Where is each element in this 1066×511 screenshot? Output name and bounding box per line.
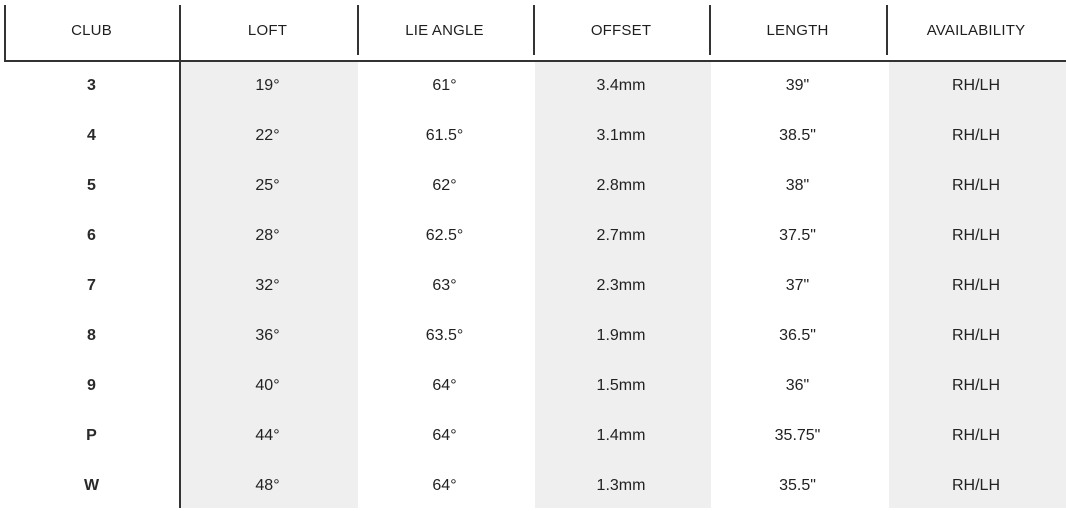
cell-club: 9 [87,377,96,394]
header-loft: LOFT [247,21,288,39]
table-row [4,161,1066,211]
cell-offset: 1.5mm [596,377,646,394]
club-column-divider [179,5,181,508]
cell-availability: RH/LH [951,77,1000,94]
cell-lie-angle: 64° [432,477,457,494]
cell-loft: 19° [255,77,280,94]
cell-club: 8 [87,327,96,344]
cell-club: 4 [87,127,96,144]
header-availability: AVAILABILITY [926,21,1026,39]
cell-offset: 3.4mm [596,77,646,94]
header-offset: OFFSET [590,21,652,39]
cell-offset: 1.4mm [596,427,646,444]
cell-length: 37.5" [779,227,816,244]
cell-lie-angle: 63° [432,277,457,294]
cell-loft: 44° [255,427,280,444]
header-lie-angle: LIE ANGLE [405,21,484,39]
table-row [4,61,1066,111]
cell-club: 5 [87,177,96,194]
header-divider-3 [709,5,711,55]
cell-offset: 2.8mm [596,177,646,194]
header-divider-2 [533,5,535,55]
cell-lie-angle: 62° [432,177,457,194]
cell-lie-angle: 64° [432,427,457,444]
cell-loft: 32° [255,277,280,294]
table-row [4,361,1066,411]
cell-club: 7 [87,277,96,294]
cell-lie-angle: 64° [432,377,457,394]
cell-offset: 3.1mm [596,127,646,144]
cell-club: W [83,477,100,494]
cell-availability: RH/LH [951,127,1000,144]
cell-club: 6 [87,227,96,244]
table-row [4,411,1066,461]
cell-availability: RH/LH [951,327,1000,344]
table-row [4,261,1066,311]
header-divider-4 [886,5,888,55]
cell-lie-angle: 63.5° [425,327,464,344]
table-row [4,111,1066,161]
cell-offset: 2.3mm [596,277,646,294]
header-club: CLUB [71,21,112,39]
cell-loft: 28° [255,227,280,244]
cell-length: 35.5" [779,477,816,494]
cell-loft: 25° [255,177,280,194]
cell-length: 36" [785,377,810,394]
cell-loft: 48° [255,477,280,494]
header-left-border [4,5,6,62]
table-header-row [4,5,1066,55]
cell-club: P [86,427,97,444]
cell-length: 39" [785,77,810,94]
cell-length: 35.75" [774,427,821,444]
cell-offset: 1.9mm [596,327,646,344]
cell-lie-angle: 62.5° [425,227,464,244]
header-bottom-rule [4,60,1066,62]
cell-availability: RH/LH [951,227,1000,244]
cell-offset: 2.7mm [596,227,646,244]
cell-club: 3 [87,77,96,94]
table-row [4,311,1066,361]
table-row [4,461,1066,511]
cell-length: 38.5" [779,127,816,144]
cell-offset: 1.3mm [596,477,646,494]
cell-lie-angle: 61° [432,77,457,94]
cell-length: 38" [785,177,810,194]
cell-availability: RH/LH [951,177,1000,194]
cell-loft: 36° [255,327,280,344]
table-row [4,211,1066,261]
header-divider-1 [357,5,359,55]
header-length: LENGTH [766,21,829,39]
cell-length: 36.5" [779,327,816,344]
cell-loft: 40° [255,377,280,394]
cell-loft: 22° [255,127,280,144]
cell-availability: RH/LH [951,277,1000,294]
cell-length: 37" [785,277,810,294]
cell-lie-angle: 61.5° [425,127,464,144]
cell-availability: RH/LH [951,377,1000,394]
cell-availability: RH/LH [951,427,1000,444]
cell-availability: RH/LH [951,477,1000,494]
